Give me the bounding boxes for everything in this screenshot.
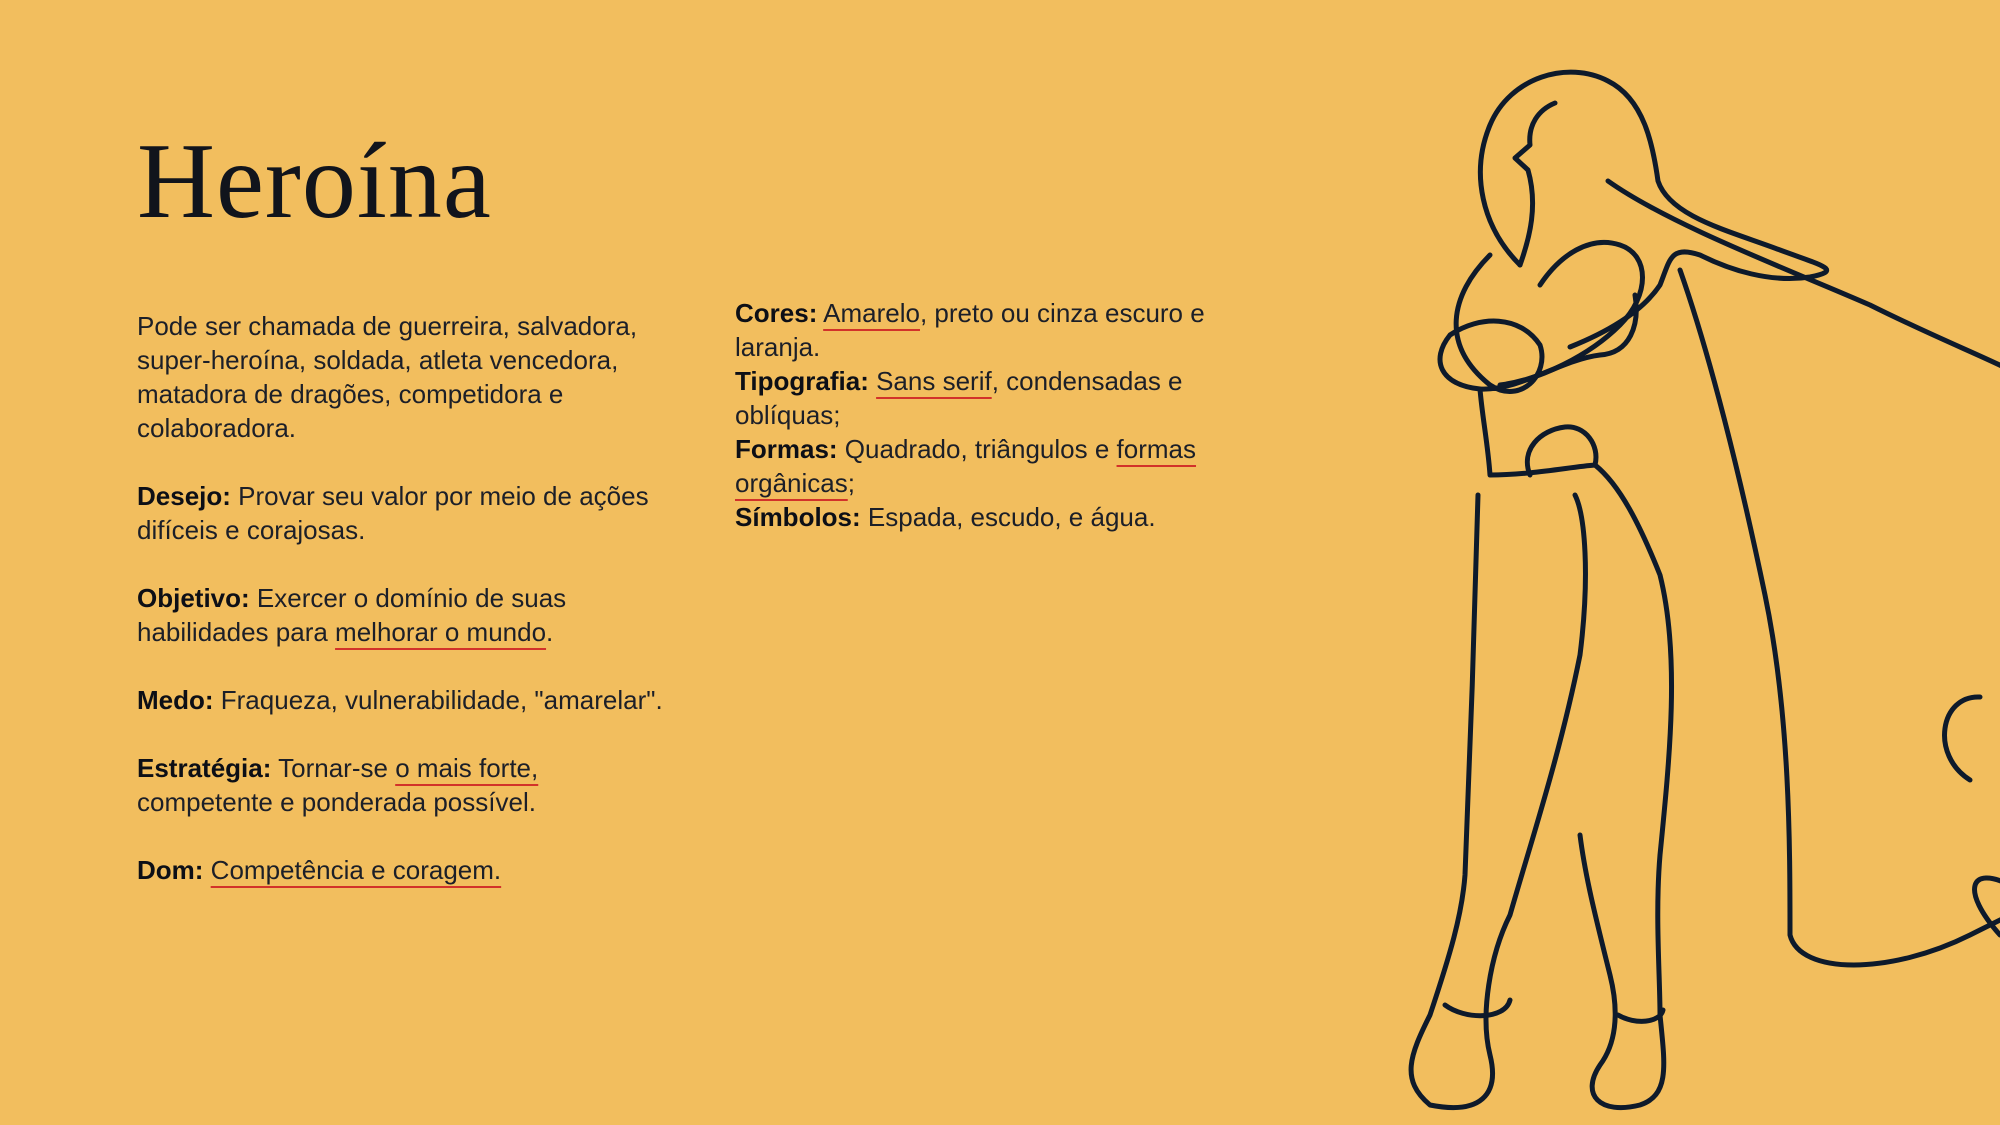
- formas-paragraph: [735, 432, 1280, 500]
- desejo-paragraph: [137, 479, 677, 547]
- cores-highlight: Amarelo: [823, 298, 920, 328]
- brand-attributes: [735, 296, 1280, 534]
- dom-label: Dom:: [137, 855, 204, 885]
- objetivo-paragraph: [137, 581, 677, 649]
- objetivo-highlight: melhorar o mundo: [335, 617, 547, 647]
- right-leg: [1580, 465, 1672, 1108]
- estrategia-text-end: competente e ponderada possível.: [137, 787, 536, 817]
- objetivo-text: Exercer o domínio de suas habilidades para: [137, 583, 567, 647]
- formas-label: Formas:: [735, 434, 838, 464]
- estrategia-paragraph: [137, 751, 677, 819]
- medo-paragraph: [137, 683, 677, 717]
- heroine-line-art-svg: [1370, 55, 2000, 1125]
- simbolos-label: Símbolos:: [735, 502, 861, 532]
- tipografia-highlight: Sans serif: [876, 366, 992, 396]
- formas-text-end: ;: [847, 468, 855, 498]
- formas-text: Quadrado, triângulos e: [837, 434, 1117, 464]
- estrategia-label: Estratégia:: [137, 753, 272, 783]
- medo-text: Fraqueza, vulnerabilidade, "amarelar".: [213, 685, 663, 715]
- cores-label: Cores:: [735, 298, 818, 328]
- right-ankle-line: [1618, 1010, 1663, 1021]
- objetivo-text-end: .: [546, 617, 554, 647]
- simbolos-paragraph: [735, 500, 1280, 534]
- tipografia-label: Tipografia:: [735, 366, 869, 396]
- dom-highlight: Competência e coragem.: [210, 855, 502, 885]
- formas-highlight: formas orgânicas: [735, 434, 1197, 498]
- objetivo-label: Objetivo:: [137, 583, 250, 613]
- dom-paragraph: [137, 853, 677, 887]
- desejo-text: Provar seu valor por meio de ações difíceis e corajosas.: [137, 481, 649, 545]
- tipografia-text: [869, 366, 876, 396]
- intro-paragraph: Pode ser chamada de guerreira, salvadora, super-heroína, soldada, atleta vencedora, matadora de dragões, competidora e colaboradora.: [137, 311, 638, 443]
- cape-lower: [1680, 270, 2000, 965]
- cape-outline: [1608, 181, 2000, 370]
- medo-label: Medo:: [137, 685, 214, 715]
- cape-fold: [1945, 697, 1980, 780]
- tipografia-paragraph: [735, 364, 1280, 432]
- archetype-description: [137, 309, 677, 921]
- cores-text-end: , preto ou cinza escuro e laranja.: [735, 298, 1205, 362]
- arms-crossed: [1440, 255, 1636, 391]
- estrategia-highlight: o mais forte,: [395, 753, 539, 783]
- left-leg: [1411, 495, 1585, 1108]
- page-title: Heroína: [137, 122, 492, 241]
- left-knee-line: [1445, 1000, 1510, 1016]
- cores-paragraph: [735, 296, 1280, 364]
- heroine-line-art-icon: [1370, 55, 2000, 1125]
- tipografia-text-end: , condensadas e oblíquas;: [735, 366, 1183, 430]
- desejo-label: Desejo:: [137, 481, 231, 511]
- face-profile: [1515, 103, 1555, 265]
- simbolos-text: Espada, escudo, e água.: [860, 502, 1156, 532]
- estrategia-text: Tornar-se: [271, 753, 396, 783]
- torso: [1480, 389, 1596, 475]
- dom-text: [203, 855, 210, 885]
